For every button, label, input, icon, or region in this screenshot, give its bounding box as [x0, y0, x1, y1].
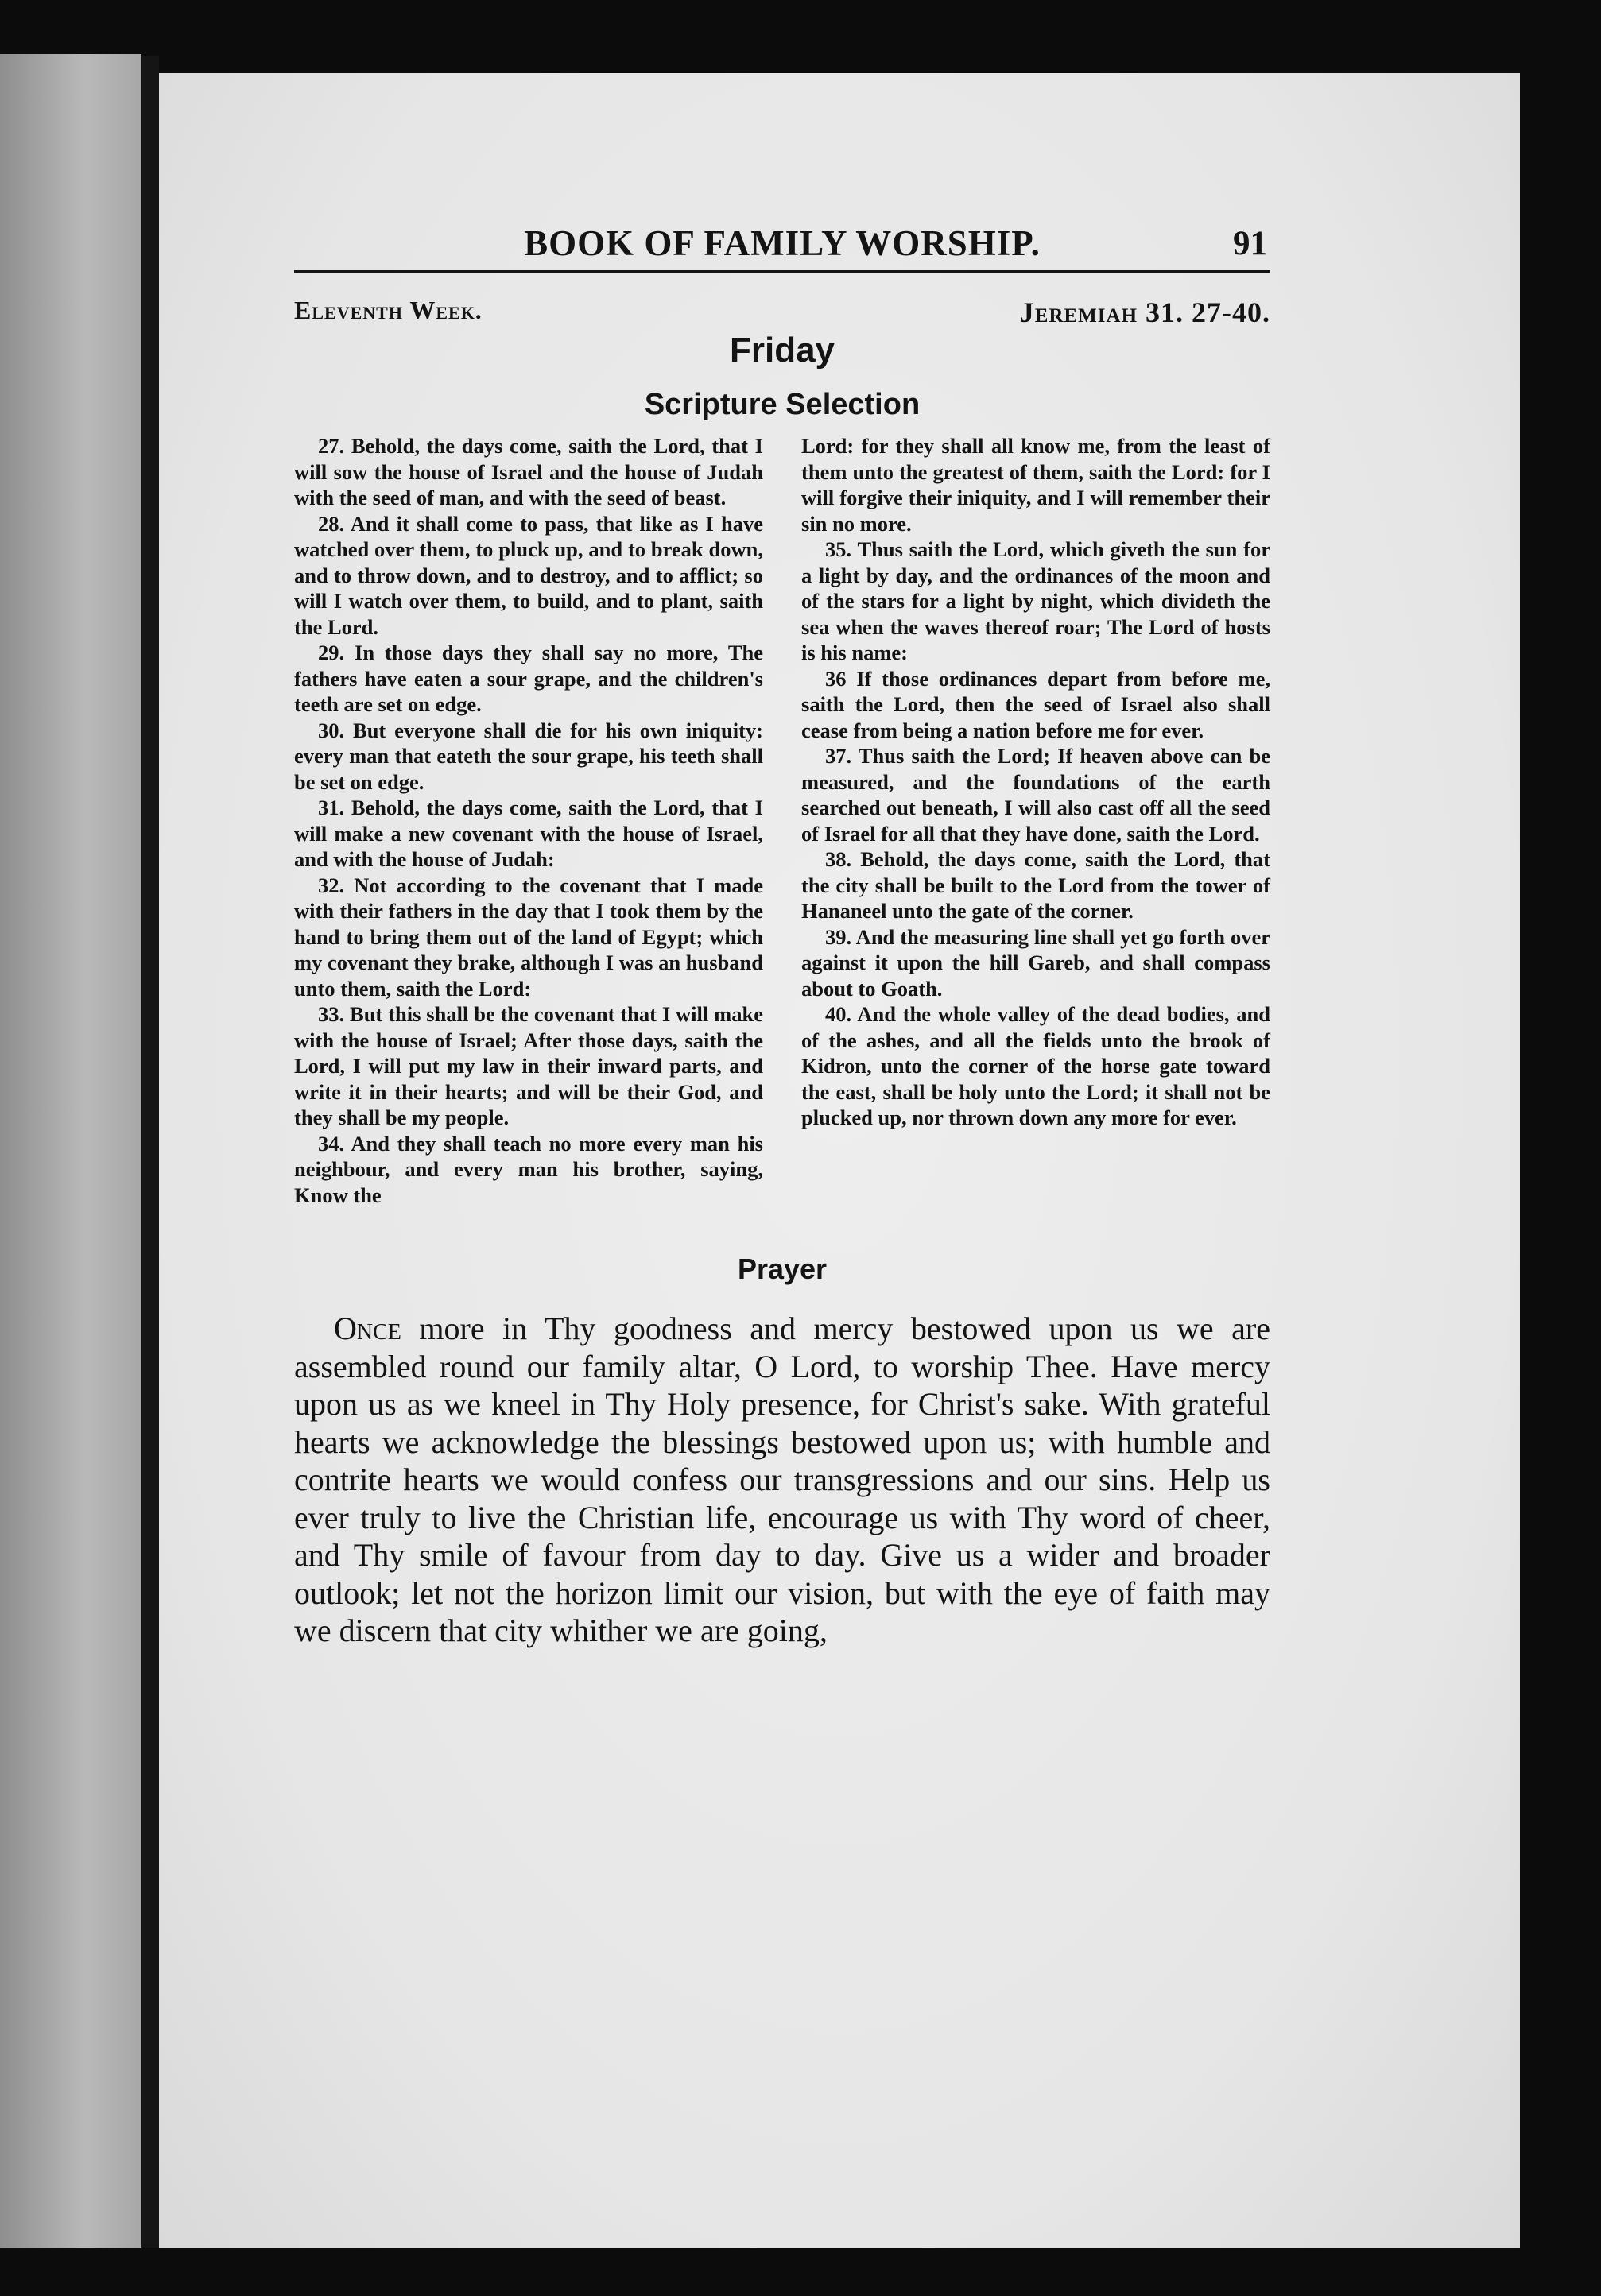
verse: 39. And the measuring line shall yet go forth over against it upon the hill Gareb, and shall compass about to Goath.: [801, 924, 1270, 1001]
scripture-right-column: [801, 433, 1270, 1208]
scripture-columns: [294, 433, 1270, 1208]
verse: 33. But this shall be the covenant that I will make with the house of Israel; After those days, saith the Lord, I will put my law in their inward parts, and write it in their hearts; and will be their God, and they shall be my people.: [294, 1002, 763, 1129]
verse: 30. But everyone shall die for his own iniquity: every man that eateth the sour grape, his teeth shall be set on edge.: [294, 718, 763, 794]
page-number: 91: [1233, 225, 1267, 262]
facing-page-edge: [0, 54, 141, 2248]
verse: 34. And they shall teach no more every man his neighbour, and every man his brother, saying, Know the: [294, 1131, 763, 1207]
verse: 32. Not according to the covenant that I made with their fathers in the day that I took them by the hand to bring them out of the land of Egypt; which my covenant they brake, although I was an husband unto them, saith the Lord:: [294, 873, 763, 1001]
prayer-paragraph: [294, 1310, 1270, 1650]
page-content: [294, 223, 1270, 1650]
running-title: BOOK OF FAMILY WORSHIP.: [524, 223, 1041, 263]
book-gutter: [141, 56, 159, 2248]
verse: 31. Behold, the days come, saith the Lord, that I will make a new covenant with the house of Israel, and with the house of Judah:: [294, 796, 763, 871]
verse: 38. Behold, the days come, saith the Lord, that the city shall be built to the Lord from the tower of Hananeel unto the gate of the corner.: [801, 847, 1270, 923]
reading-meta: [294, 296, 1270, 343]
verse: 36 If those ordinances depart from before me, saith the Lord, then the seed of Israel also shall cease from being a nation before me for ever.: [801, 666, 1270, 742]
verse: 28. And it shall come to pass, that like as I have watched over them, to pluck up, and to break down, and to throw down, and to destroy, and to afflict; so will I watch over them, to build, and to plant, saith the Lord.: [294, 511, 763, 639]
verse: 27. Behold, the days come, saith the Lord, that I will sow the house of Israel and the house of Judah with the seed of man, and with the seed of beast.: [294, 434, 763, 509]
verse: 40. And the whole valley of the dead bodies, and of the ashes, and all the fields unto the brook of Kidron, unto the corner of the horse gate toward the east, shall be holy unto the Lord; it shall not be plucked up, nor thrown down any more for ever.: [801, 1002, 1270, 1129]
scripture-heading: Scripture Selection: [644, 388, 921, 421]
prayer-first-word: Once: [334, 1311, 401, 1346]
running-header: [294, 223, 1270, 273]
scripture-left-column: [294, 433, 763, 1208]
prayer-heading: Prayer: [737, 1253, 828, 1285]
verse: 37. Thus saith the Lord; If heaven above can be measured, and the foundations of the earth searched out beneath, I will also cast off all the seed of Israel for all that they have done, saith the Lord.: [801, 744, 1270, 846]
prayer-body: more in Thy goodness and mercy bestowed upon us we are assembled round our family altar, O Lord, to worship Thee. Have mercy upon us as we kneel in Thy Holy presence, for Christ's sake. With grateful hearts we acknowledge the blessings bestowed upon us; with humble and contrite hearts we would confess our transgressions and our sins. Help us ever truly to live the Christian life, encourage us with Thy word of cheer, and Thy smile of favour from day to day. Give us a wider and broader outlook; let not the horizon limit our vision, but with the eye of faith may we discern that city whither we are going,: [294, 1311, 1270, 1648]
verse: 35. Thus saith the Lord, which giveth the sun for a light by day, and the ordinances of the moon and of the stars for a light by night, which divideth the sea when the waves thereof roar; The Lord of hosts is his name:: [801, 537, 1270, 664]
scan-border: [1520, 73, 1601, 2248]
verse-continuation: Lord: for they shall all know me, from the least of them unto the greatest of them, saith the Lord: for I will forgive their iniquity, and I will remember their sin no more.: [801, 434, 1270, 536]
day-heading: Friday: [729, 331, 835, 370]
week-label: Eleventh Week.: [294, 296, 483, 324]
verse: 29. In those days they shall say no more, The fathers have eaten a sour grape, and the children's teeth are set on edge.: [294, 641, 763, 716]
scripture-reference: Jeremiah 31. 27-40.: [1019, 296, 1270, 328]
